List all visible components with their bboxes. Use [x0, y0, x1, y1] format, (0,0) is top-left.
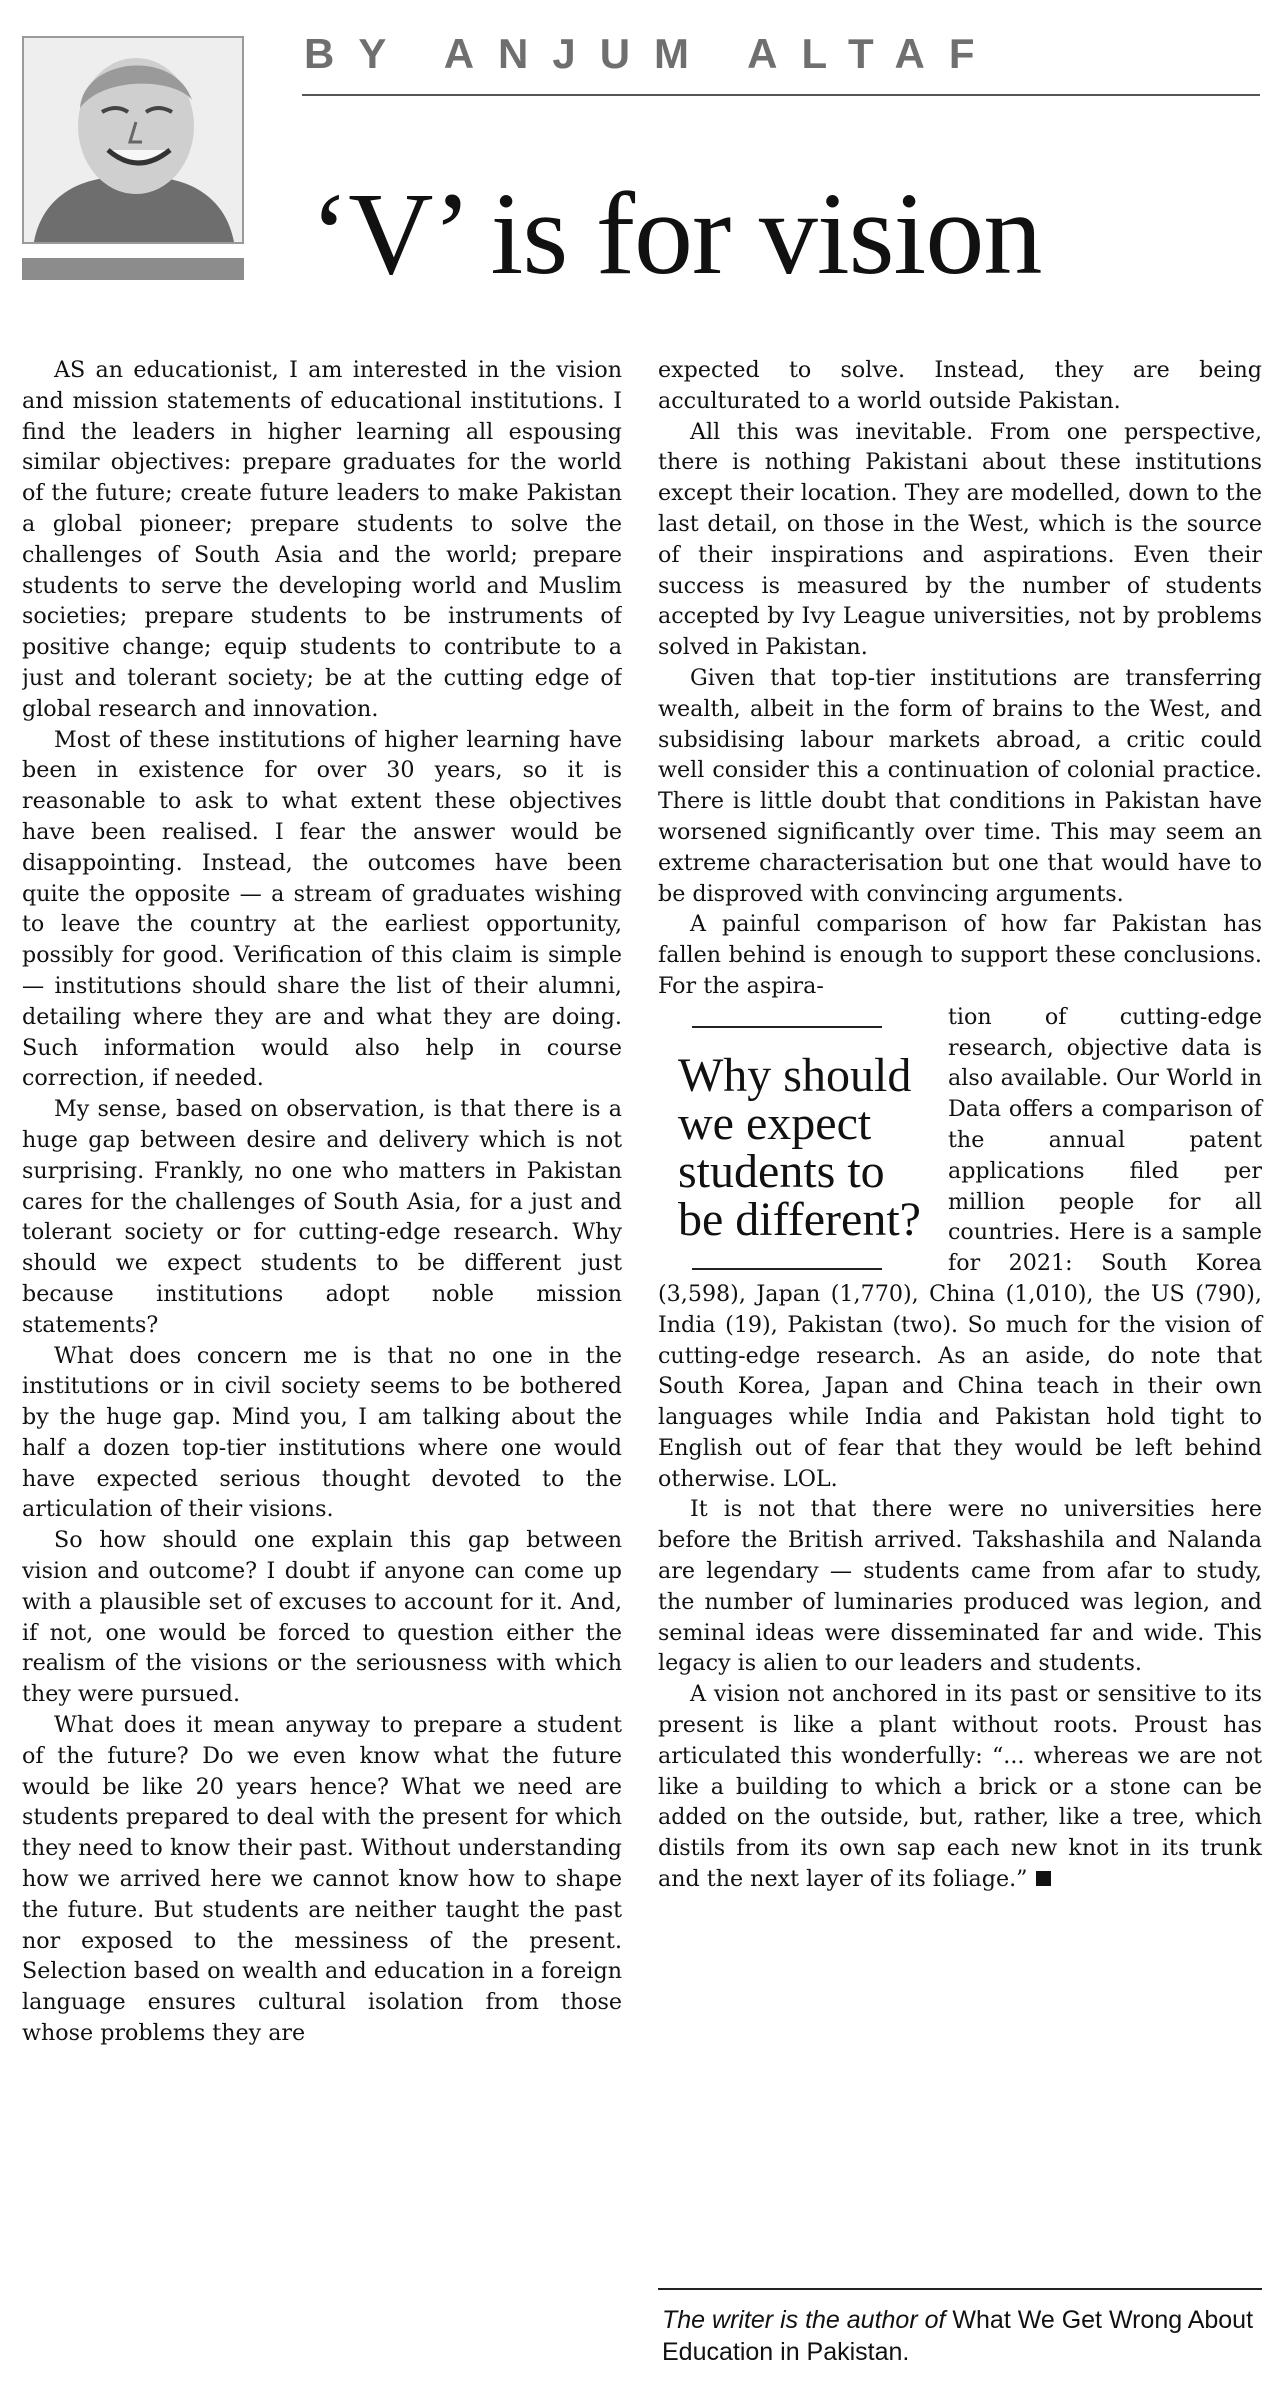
- pull-quote-rule: [692, 1268, 882, 1270]
- paragraph: My sense, based on observation, is that there is a huge gap between desire and delivery which is not surprising. Frankly, no one who matters in Pakistan cares for the challenges of South Asia, for a just and tolerant society or for cutting-edge research. Why should we expect students to be different just because institutions adopt noble mission statements?: [22, 1096, 622, 1338]
- headline: ‘V’ is for vision: [310, 168, 1042, 299]
- byline: BY ANJUM ALTAF: [304, 30, 999, 77]
- author-photo: [22, 36, 244, 244]
- paragraph: AS an educationist, I am interested in the vision and mission statements of educational institutions. I find the leaders in higher learning all espousing similar objectives: prepare graduates for the world of the future; create future leaders to make Pakistan a global pioneer; prepare students to solve the challenges of South Asia and the world; prepare students to serve the developing world and Muslim societies; prepare students to be instruments of positive change; equip students to contribute to a just and tolerant society; be at the cutting edge of global research and innovation.: [22, 357, 622, 722]
- article-column-left: [22, 355, 622, 2395]
- paragraph: Given that top-tier institutions are transferring wealth, albeit in the form of brains to the West, and subsidising labour markets abroad, a critic could well consider this a continuation of colonial practice. There is little doubt that conditions in Pakistan have worsened significantly over time. This may seem an extreme characterisation but one that would have to be disproved with convincing arguments.: [658, 664, 1262, 907]
- paragraph-final-text: A vision not anchored in its past or sensitive to its present is like a plant without roots. Proust has articulated this wonderfully: “... whereas we are not like a building to which a brick or a stone can be added on the outside, but, rather, like a tree, which distils from its own sap each new knot in its trunk and the next layer of its foliage.”: [658, 1681, 1262, 1893]
- author-note-intro: The writer is the author of: [662, 2306, 946, 2334]
- footer-divider: [658, 2288, 1262, 2290]
- photo-accent-bar: [22, 258, 244, 280]
- author-note: [662, 2304, 1262, 2368]
- paragraph-continued: tion of cutting-edge research, objective data is also available. Our World in Data offers a comparison of the annual patent applications filed per million people for all countries. Here is a sample for 2021: South Korea (3,598), Japan (1,770), China (1,010), the US (790), India (19), Pakistan (two). So much for the vision of cutting-edge research. As an aside, do note that South Korea, Japan and China teach in their own languages while India and Pakistan hold tight to English out of fear that they would be left behind otherwise. LOL.: [658, 1003, 1262, 1492]
- byline-divider: [302, 94, 1260, 96]
- paragraph: All this was inevitable. From one perspective, there is nothing Pakistani about these institutions except their location. They are modelled, down to the last detail, on those in the West, which is the source of their inspirations and aspirations. Even their success is measured by the number of students accepted by Ivy League universities, not by problems solved in Pakistan.: [658, 418, 1262, 661]
- paragraph: What does it mean anyway to prepare a student of the future? Do we even know what the future would be like 20 years hence? What we need are students prepared to deal with the present for which they need to know their past. Without understanding how we arrived here we cannot know how to shape the future. But students are neither taught the past nor exposed to the messiness of the present. Selection based on wealth and education in a foreign language ensures cultural isolation from those whose problems they are: [22, 1712, 622, 2047]
- paragraph: Most of these institutions of higher learning have been in existence for over 30 years, so it is reasonable to ask to what extent these objectives have been realised. I fear the answer would be disappointing. Instead, the outcomes have been quite the opposite — a stream of graduates wishing to leave the country at the earliest opportunity, possibly for good. Verification of this claim is simple — institutions should share the list of their alumni, detailing where they are and what they are doing. Such information would also help in course correction, if needed.: [22, 726, 622, 1092]
- article-column-right: [658, 355, 1262, 2275]
- paragraph-continued: expected to solve. Instead, they are being acculturated to a world outside Pakistan.: [658, 357, 1262, 414]
- author-note-book: What We Get Wrong About Education in Pakistan.: [662, 2306, 1254, 2366]
- paragraph: A painful comparison of how far Pakistan has fallen behind is enough to support these conclusions. For the aspira-: [658, 911, 1262, 999]
- paragraph: So how should one explain this gap between vision and outcome? I doubt if anyone can come up with a plausible set of excuses to account for it. And, if not, one would be forced to question either the realism of the visions or the seriousness with which they were pursued.: [22, 1527, 622, 1708]
- paragraph: It is not that there were no universities here before the British arrived. Takshashila and Nalanda are legendary — students came from afar to study, the number of luminaries produced was legion, and seminal ideas were disseminated far and wide. This legacy is alien to our leaders and students.: [658, 1496, 1262, 1677]
- paragraph-final: [658, 1679, 1262, 1895]
- end-mark-icon: [1036, 1871, 1051, 1886]
- pull-quote-text: Why should we expect students to be different?: [678, 1048, 921, 1246]
- author-portrait-icon: [24, 38, 242, 242]
- pull-quote: [678, 1026, 928, 1270]
- paragraph: What does concern me is that no one in the institutions or in civil society seems to be bothered by the huge gap. Mind you, I am talking about the half a dozen top-tier institutions where one would have expected serious thought devoted to the articulation of their visions.: [22, 1342, 622, 1523]
